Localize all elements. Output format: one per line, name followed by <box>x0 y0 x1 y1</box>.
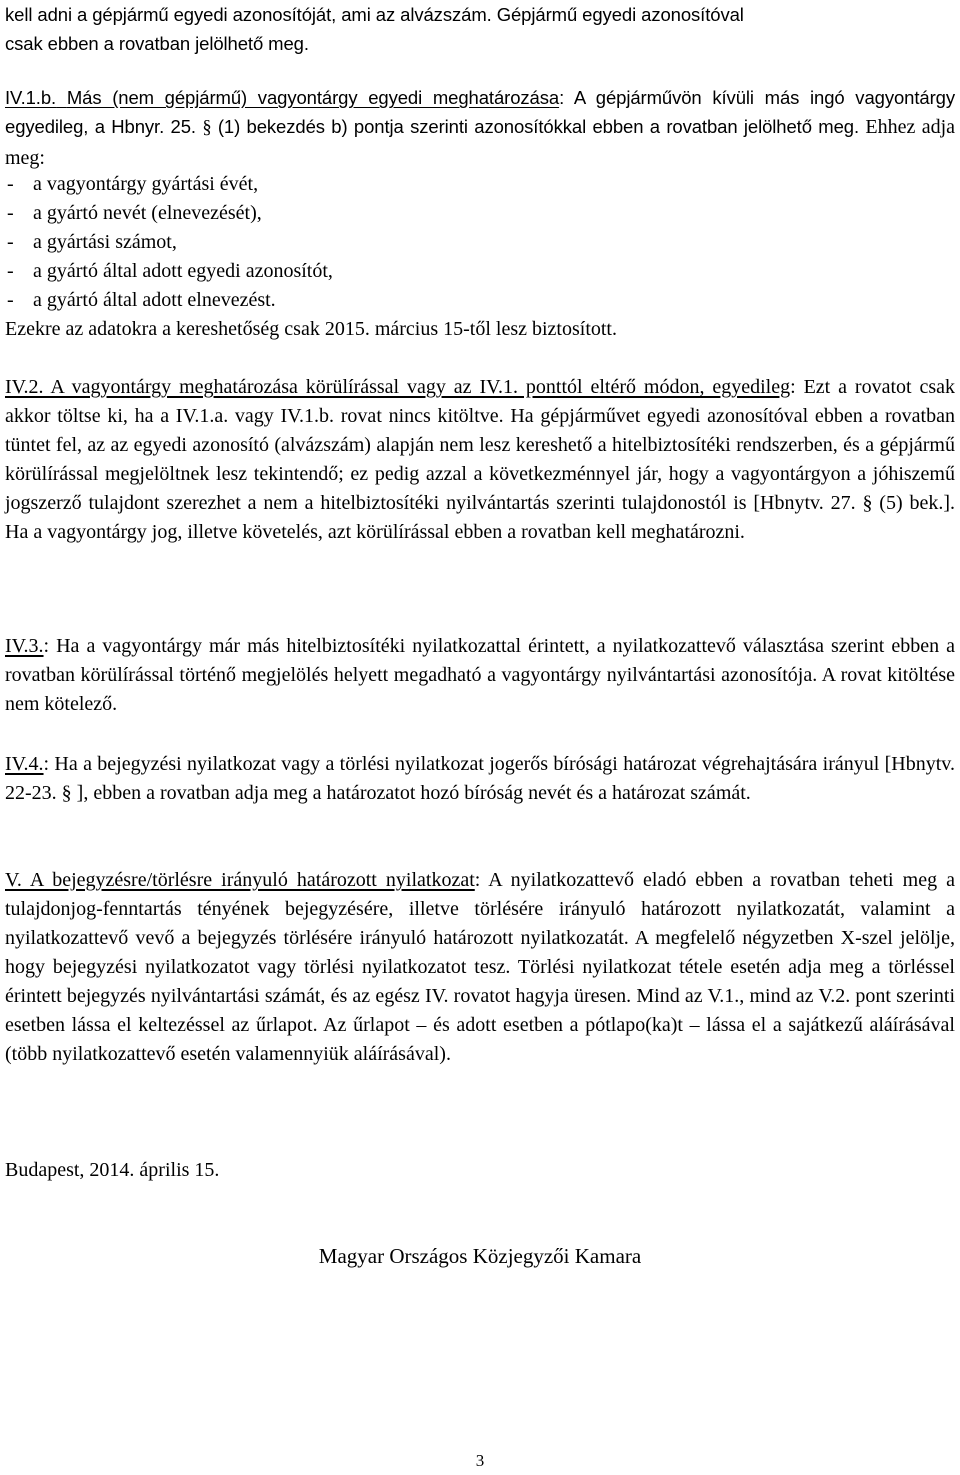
list-item: - a gyártó által adott elnevezést. <box>7 289 276 311</box>
section-iv4-paragraph <box>5 750 955 808</box>
section-heading: V. A bejegyzésre/törlésre irányuló határozott nyilatkozat <box>5 869 475 891</box>
page-number: 3 <box>475 1451 485 1470</box>
signature: Magyar Országos Közjegyzői Kamara <box>318 1244 642 1268</box>
intro-paragraph <box>5 0 955 58</box>
section-v <box>5 866 955 1069</box>
section-text: (1) bekezdés b) pontja szerinti azonosítókkal ebben a rovatban jelölhető meg. <box>217 116 860 137</box>
list-item: - a gyártó által adott egyedi azonosítót, <box>7 260 333 282</box>
section-text: Ehhez adja meg: <box>5 116 956 169</box>
section-heading: IV.3. <box>5 635 44 657</box>
paragraph-symbol: § <box>61 782 72 804</box>
section-iv1b-paragraph <box>5 83 955 173</box>
list-item: - a gyártási számot, <box>7 231 177 253</box>
section-heading: IV.2. A vagyontárgy meghatározása körülírással vagy az IV.1. ponttól eltérő módon, egyedileg <box>5 376 791 398</box>
intro-line: csak ebben a rovatban jelölhető meg. <box>5 33 309 54</box>
section-text: : Ezt a rovatot csak akkor töltse ki, ha a IV.1.a. vagy IV.1.b. rovat nincs kitöltve. Ha gépjárművet egyedi azonosítóval ebben a rovatban tüntet fel, az az egyedi azonosító (alvázszám) alapján nem lesz kereshető a hitelbiztosítéki rendszerben, és a gépjármű körülírással megjelöltnek lesz tekintendő; ez pedig azzal a következménnyel jár, hogy a vagyontárgyon a jóhiszemű jogszerző tulajdont szerezhet a nem a hitelbiztosítéki nyilvántartás szerinti tulajdonostól is [Hbnytv. 27. <box>5 376 955 514</box>
intro-line: kell adni a gépjármű egyedi azonosítóját, ami az alvázszám. Gépjármű egyedi azonosítóval <box>5 4 744 25</box>
section-text: : Ha a bejegyzési nyilatkozat vagy a törlési nyilatkozat jogerős bírósági határozat végrehajtására irányul [Hbnytv. 22-23. <box>5 753 955 804</box>
list-item: - a vagyontárgy gyártási évét, <box>7 173 259 195</box>
section-text: ], ebben a rovatban adja meg a határozatot hozó bíróság nevét és a határozat számát. <box>76 782 751 804</box>
section-iv2-paragraph <box>5 373 955 547</box>
section-iv3-paragraph <box>5 632 955 719</box>
item-list <box>5 170 955 344</box>
section-heading: IV.1.b. Más (nem gépjármű) vagyontárgy egyedi meghatározása <box>5 87 560 108</box>
section-v-paragraph <box>5 866 955 1069</box>
list-item: - a gyártó nevét (elnevezését), <box>7 202 262 224</box>
section-iv2 <box>5 373 955 547</box>
section-text: (5) bek.]. Ha a vagyontárgy jog, illetve követelés, azt körülírással ebben a rovatban kell meghatározni. <box>5 492 955 543</box>
paragraph-symbol: § <box>202 118 212 138</box>
availability-note: Ezekre az adatokra a kereshetőség csak 2015. március 15-től lesz biztosított. <box>5 318 617 340</box>
section-iv1b <box>5 83 955 173</box>
section-text: : Ha a vagyontárgy már más hitelbiztosítéki nyilatkozattal érintett, a nyilatkozattevő választása szerint ebben a rovatban körülírással történő megjelölés helyett megadható a vagyontárgy nyilvántartási azonosítója. A rovat kitöltése nem kötelező. <box>5 635 955 715</box>
section-heading: IV.4. <box>5 753 44 775</box>
section-text: : A nyilatkozattevő eladó ebben a rovatban teheti meg a tulajdonjog-fenntartás tényének bejegyzésére, illetve törlésére irányuló határozott nyilatkozatát, valamint a nyilatkozattevő vevő a bejegyzés törlésére irányuló határozott nyilatkozatát. A megfelelő négyzetben X-szel jelölje, hogy bejegyzési nyilatkozatot vagy törlési nyilatkozatot tesz. Törlési nyilatkozat tétele esetén adja meg a törléssel érintett bejegyzés nyilvántartási számát, és az egész IV. rovatot hagyja üresen. Mind az V.1., mind az V.2. pont szerinti esetben lássa el keltezéssel az űrlapot. Az űrlapot – és adott esetben a pótlapo(ka)t – lássa el a sajátkezű aláírásával (több nyilatkozattevő esetén valamennyiük aláírásával). <box>5 869 955 1065</box>
paragraph-symbol: § <box>862 492 873 514</box>
place-date: Budapest, 2014. április 15. <box>5 1159 220 1181</box>
section-iv4 <box>5 750 955 808</box>
section-iv3 <box>5 632 955 719</box>
section-text: : A gépjárművön kívüli más ingó vagyontárgy egyedileg, a Hbnyr. 25. <box>5 87 955 137</box>
